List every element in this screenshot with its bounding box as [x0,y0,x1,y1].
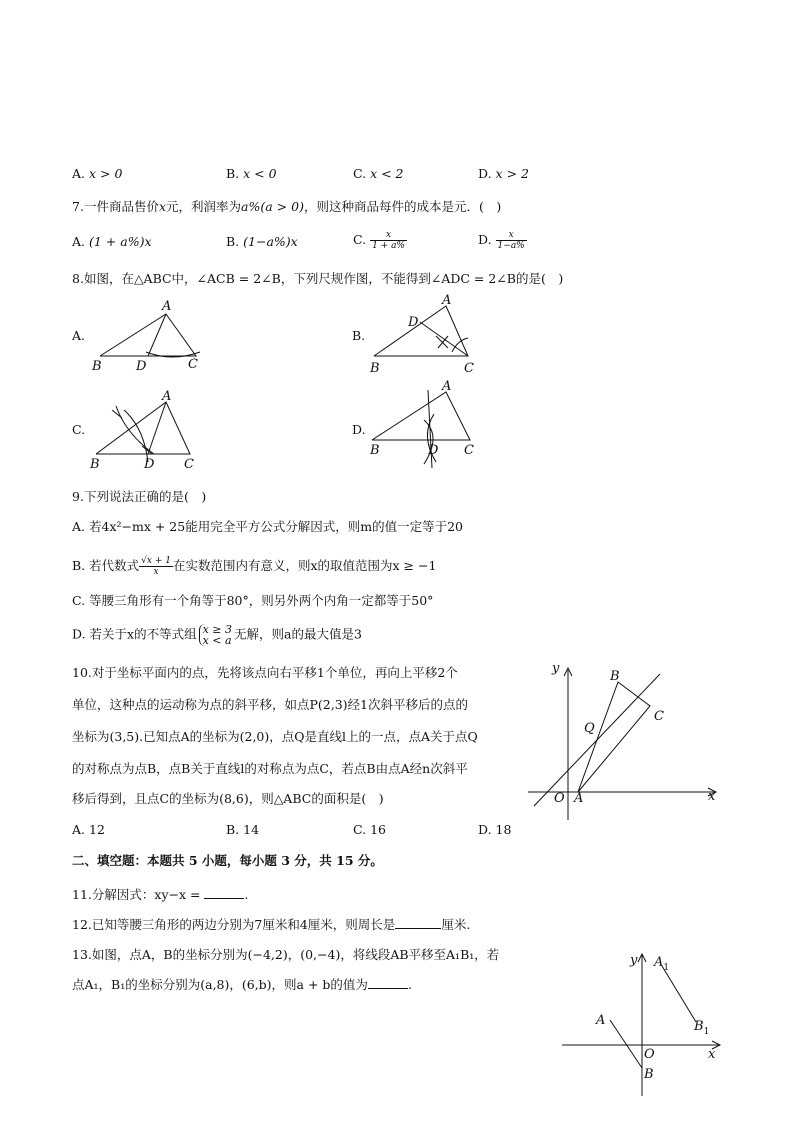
point-d-label: D [428,443,439,458]
q6-option-a: A. x > 0 [72,166,123,181]
section-heading: 二、填空题：本题共 5 小题，每小题 3 分，共 15 分。 [72,853,383,868]
point-c-label: C [464,443,474,458]
point-b-label: B [370,443,380,458]
q10-option-b: B. 14 [226,822,260,837]
q10-option-a: A. 12 [72,822,105,837]
q7-stem: 7.一件商品售价x元，利润率为a%(a > 0)，则这种商品每件的成本是元．( ) [72,199,502,214]
q8-figure-c [88,388,208,472]
q7-option-b: B. (1−a%)x [226,234,298,249]
fraction: $\frac{x}{1 + a\%}$ [372,230,405,251]
q10-option-c: C. 16 [353,822,386,837]
q8-figure-b [368,292,488,376]
q7-option-a: A. (1 + a%)x [72,234,152,249]
q8-figure-d [368,378,488,470]
point-d-label: D [144,457,155,472]
x-axis-label: x [708,1047,716,1062]
q8-option-a-label: A. [72,328,86,343]
point-c-label: C [464,361,474,376]
y-axis-label: y [630,953,638,968]
point-b-label: B [370,361,380,376]
q9-stem: 9.下列说法正确的是( ) [72,489,207,504]
q11: 11.分解因式：xy−x = . [72,887,249,902]
q9-option-b: B. 若代数式 $\frac{√x + 1}{x}$ 在实数范围内有意义，则x的取值范围为x ≥ −1 [72,556,437,577]
q8-option-d-label: D. [352,422,366,437]
inequality-system: x ≥ 3 x < a [199,624,232,646]
q10-figure [524,660,724,826]
q13-line-2: 点A₁，B₁的坐标分别为(a,8)，(6,b)，则a + b的值为 . [72,977,412,992]
point-b1-label: $B_1$ [694,1019,710,1037]
q8-option-c-label: C. [72,422,86,437]
point-b-label: B [92,359,102,374]
q7-option-d: D. $\frac{x}{1-a\%}$ [478,230,525,251]
q13-figure [560,946,730,1106]
point-b-label: B [610,669,620,684]
answer-blank[interactable] [368,976,408,989]
origin-label: O [554,791,565,806]
q8-figure-a [88,296,218,376]
q13-line-1: 13.如图，点A，B的坐标分别为(−4,2)，(0,−4)，将线段AB平移至A₁B₁，若 [72,947,500,962]
answer-blank[interactable] [204,886,244,899]
point-d-label: D [408,315,419,330]
q10-option-d: D. 18 [478,822,512,837]
y-axis-label: y [552,661,560,676]
point-b-label: B [90,457,100,472]
q8-stem: 8.如图，在△ABC中，∠ACB = 2∠B，下列尺规作图，不能得到∠ADC = 2∠B的是( ) [72,271,564,286]
point-a-label: A [574,791,584,806]
point-c-label: C [188,357,198,372]
q10-line-4: 的对称点为点B，点B关于直线l的对称点为点C，若点B由点A经n次斜平 [72,761,468,776]
q8-option-b-label: B. [352,328,366,343]
point-c-label: C [654,709,664,724]
fraction: $\frac{√x + 1}{x}$ [141,556,171,577]
q12: 12.已知等腰三角形的两边分别为7厘米和4厘米，则周长是 厘米. [72,917,471,932]
q9-option-d: D. 若关于x的不等式组 x ≥ 3 x < a 无解，则a的最大值是3 [72,623,362,647]
fraction: $\frac{x}{1-a\%}$ [497,230,525,251]
point-a-label: A [596,1013,606,1028]
q10-line-3: 坐标为(3,5).已知点A的坐标为(2,0)，点Q是直线l上的一点，点A关于点Q [72,729,478,744]
point-a1-label: $A_1$ [654,955,670,973]
q10-line-5: 移后得到，且点C的坐标为(8,6)，则△ABC的面积是( ) [72,791,384,806]
origin-label: O [644,1047,655,1062]
x-axis-label: x [708,789,716,804]
point-a-label: A [162,389,172,404]
answer-blank[interactable] [395,916,441,929]
q6-option-c: C. x < 2 [353,166,404,181]
q9-option-a: A. 若4x²−mx + 25能用完全平方公式分解因式，则m的值一定等于20 [72,519,463,534]
point-q-label: Q [584,721,595,736]
point-c-label: C [184,457,194,472]
q10-line-1: 10.对于坐标平面内的点，先将该点向右平移1个单位，再向上平移2个 [72,665,458,680]
point-a-label: A [442,379,452,394]
q7-option-c: C. $\frac{x}{1 + a\%}$ [353,230,405,251]
q10-line-2: 单位，这种点的运动称为点的斜平移，如点P(2,3)经1次斜平移后的点的 [72,697,468,712]
q6-option-b: B. x < 0 [226,166,277,181]
point-a-label: A [442,293,452,308]
point-a-label: A [162,299,172,314]
point-d-label: D [136,359,147,374]
point-b-label: B [644,1067,654,1082]
q6-option-d: D. x > 2 [478,166,529,181]
q9-option-c: C. 等腰三角形有一个角等于80°，则另外两个内角一定都等于50° [72,593,434,608]
